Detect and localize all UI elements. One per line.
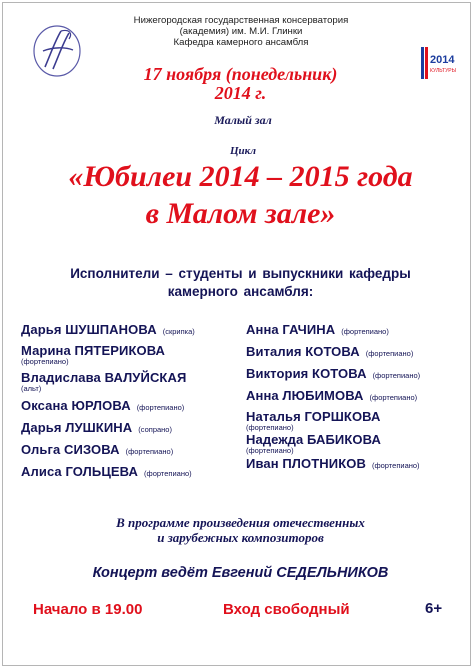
performer-name: Дарья ШУШПАНОВА [21, 322, 157, 337]
performer-instrument: (фортепиано) [144, 469, 192, 478]
performer-entry [21, 463, 251, 485]
performer-entry [246, 365, 475, 387]
performer-instrument: (фортепиано) [341, 327, 389, 336]
age-rating-badge: 6+ [425, 600, 443, 617]
title-line-1: «Юбилеи 2014 – 2015 года [68, 160, 413, 193]
conservatory-logo [31, 23, 83, 79]
institution-line-2: (академия) им. М.И. Глинки [179, 26, 303, 37]
performer-instrument: (скрипка) [162, 327, 195, 336]
performer-entry [246, 343, 475, 365]
svg-text:КУЛЬТУРЫ: КУЛЬТУРЫ [430, 68, 457, 74]
performers-list-right [246, 321, 475, 477]
date-line-2: 2014 г. [214, 83, 267, 103]
performer-entry [21, 397, 251, 419]
performer-name: Марина ПЯТЕРИКОВА [21, 343, 166, 358]
performer-name: Наталья ГОРШКОВА [246, 409, 381, 424]
event-title [13, 158, 468, 232]
performers-heading [23, 265, 458, 301]
performers-list-left [21, 321, 251, 485]
performer-name: Владислава ВАЛУЙСКАЯ [21, 370, 187, 385]
free-entrance: Вход свободный [223, 601, 350, 618]
performer-instrument: (альт) [21, 384, 42, 393]
performer-instrument: (фортепиано) [369, 393, 418, 402]
performers-heading-line-2: камерного ансамбля: [167, 284, 314, 299]
program-line-1: В программе произведения отечественных [116, 515, 365, 530]
performer-entry [246, 387, 475, 409]
performer-instrument: (фортепиано) [365, 349, 414, 358]
performer-instrument: (фортепиано) [372, 371, 421, 380]
performer-instrument: (фортепиано) [136, 403, 185, 412]
performer-entry [21, 419, 251, 441]
performer-name: Виталия КОТОВА [246, 344, 360, 359]
poster-frame [2, 2, 471, 666]
svg-text:2014: 2014 [430, 54, 455, 66]
program-line-2: и зарубежных композиторов [157, 530, 324, 545]
date-line-1: 17 ноября (понедельник) [143, 64, 338, 84]
performer-entry [21, 343, 251, 370]
performer-instrument: (фортепиано) [246, 446, 294, 455]
performer-name: Дарья ЛУШКИНА [21, 420, 133, 435]
performer-name: Виктория КОТОВА [246, 366, 367, 381]
performer-entry [21, 321, 251, 343]
cycle-label: Цикл [229, 145, 257, 157]
event-date [83, 65, 398, 103]
institution-line-1: Нижегородская государственная консерватория [133, 15, 349, 26]
performer-entry [246, 321, 475, 343]
performers-heading-line-1: Исполнители – студенты и выпускники кафедры [70, 266, 411, 281]
performer-name: Анна ГАЧИНА [246, 322, 336, 337]
performer-entry [246, 455, 475, 477]
program-note [63, 515, 418, 545]
title-line-2: в Малом зале» [145, 197, 336, 230]
performer-name: Иван ПЛОТНИКОВ [246, 456, 366, 471]
performer-instrument: (фортепиано) [246, 423, 294, 432]
performer-name: Ольга СИЗОВА [21, 442, 120, 457]
performer-instrument: (сопрано) [138, 425, 172, 434]
performer-name: Алиса ГОЛЬЦЕВА [21, 464, 139, 479]
performer-instrument: (фортепиано) [125, 447, 174, 456]
performer-entry [246, 409, 475, 432]
performer-instrument: (фортепиано) [371, 461, 420, 470]
performer-instrument: (фортепиано) [21, 357, 69, 366]
institution-line-3: Кафедра камерного ансамбля [173, 37, 309, 48]
start-time: Начало в 19.00 [33, 601, 143, 618]
performer-name: Надежда БАБИКОВА [246, 432, 381, 447]
performer-entry [21, 441, 251, 463]
performer-name: Анна ЛЮБИМОВА [246, 388, 364, 403]
hall-name: Малый зал [214, 113, 272, 127]
year-of-culture-logo [419, 43, 459, 83]
performer-name: Оксана ЮРЛОВА [21, 398, 131, 413]
concert-host: Концерт ведёт Евгений СЕДЕЛЬНИКОВ [92, 565, 389, 581]
performer-entry [21, 370, 251, 397]
performer-entry [246, 432, 475, 455]
institution-header [91, 15, 391, 48]
